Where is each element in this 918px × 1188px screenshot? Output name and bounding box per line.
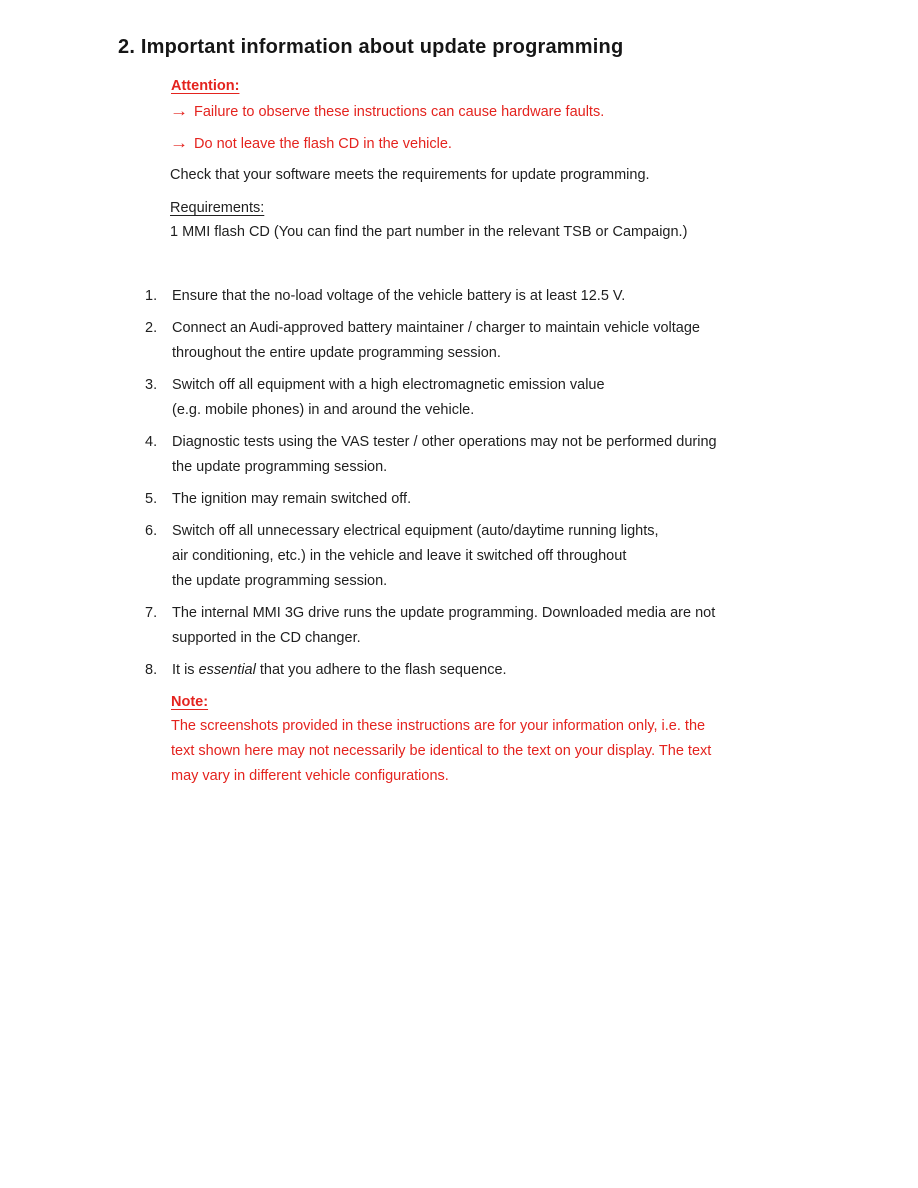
step-text: Connect an Audi-approved battery maintainer / charger to maintain vehicle voltage throughout the entire update programming session.	[172, 320, 700, 361]
step-number: 5.	[145, 491, 158, 507]
check-software-text: Check that your software meets the requirements for update programming.	[170, 167, 650, 183]
step-item-6	[145, 519, 659, 594]
requirements-heading: Requirements:	[170, 200, 265, 216]
step-item-4	[145, 430, 717, 480]
step-number: 1.	[145, 288, 158, 304]
step-item-3	[145, 373, 605, 423]
step-item-7	[145, 601, 715, 651]
step-item-2	[145, 316, 700, 366]
warning-text: Do not leave the flash CD in the vehicle.	[194, 136, 452, 152]
page-title: 2. Important information about update programming	[118, 36, 624, 58]
step-number: 7.	[145, 605, 158, 621]
step-item-5	[145, 487, 411, 512]
step-text: Switch off all unnecessary electrical equipment (auto/daytime running lights, air conditioning, etc.) in the vehicle and leave it switched off throughout the update programming session.	[172, 523, 659, 589]
step-text: Ensure that the no-load voltage of the vehicle battery is at least 12.5 V.	[172, 288, 626, 304]
right-arrow-icon: →	[169, 135, 189, 152]
step-text: The ignition may remain switched off.	[172, 491, 412, 507]
emphasized-word: essential	[198, 662, 256, 678]
step-text: Switch off all equipment with a high electromagnetic emission value (e.g. mobile phones) in and around the vehicle.	[172, 377, 605, 418]
step-number: 4.	[145, 434, 158, 450]
warning-item	[171, 131, 452, 157]
step-text: It is essential that you adhere to the flash sequence.	[172, 662, 507, 678]
step-item-1	[145, 284, 625, 309]
attention-heading: Attention:	[171, 78, 240, 94]
step-number: 2.	[145, 320, 158, 336]
step-text: Diagnostic tests using the VAS tester / other operations may not be performed during the update programming session.	[172, 434, 717, 475]
note-heading: Note:	[171, 694, 209, 710]
right-arrow-icon: →	[169, 103, 189, 120]
requirements-text: 1 MMI flash CD (You can find the part number in the relevant TSB or Campaign.)	[170, 224, 688, 240]
step-item-8	[145, 658, 507, 683]
warning-item	[171, 99, 604, 125]
warning-text: Failure to observe these instructions can cause hardware faults.	[194, 104, 605, 120]
step-text: The internal MMI 3G drive runs the update programming. Downloaded media are not supported in the CD changer.	[172, 605, 716, 646]
step-number: 6.	[145, 523, 158, 539]
step-number: 3.	[145, 377, 158, 393]
note-paragraph: The screenshots provided in these instructions are for your information only, i.e. the text shown here may not necessarily be identical to the text on your display. The text may vary in different vehicle configurations.	[171, 718, 712, 784]
step-number: 8.	[145, 662, 158, 678]
